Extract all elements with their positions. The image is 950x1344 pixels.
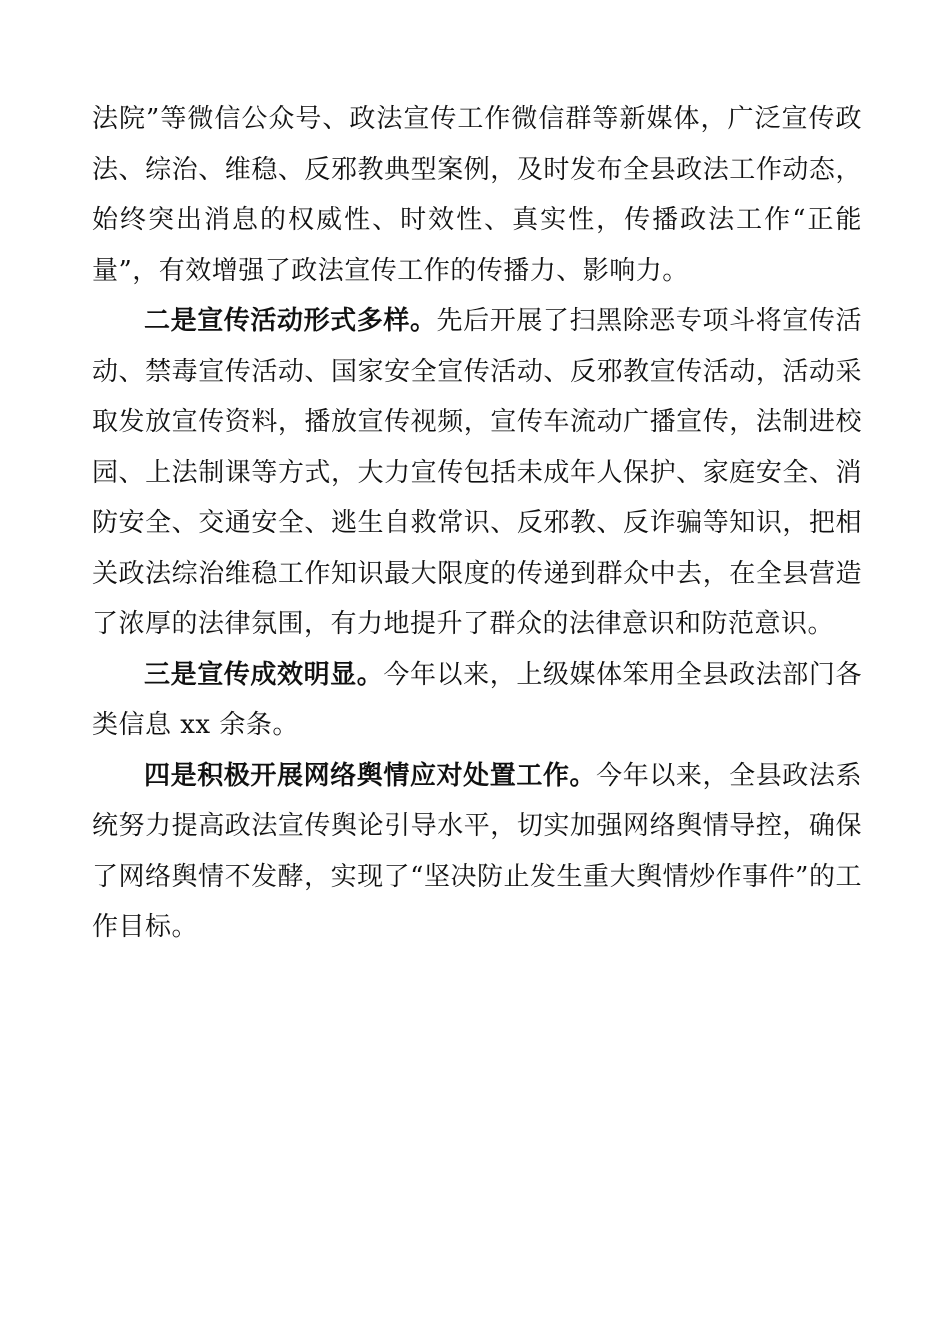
paragraph-publicity-results [92, 650, 862, 751]
paragraph-text: 先后开展了扫黑除恶专项斗将宣传活动、禁毒宣传活动、国家安全宣传活动、反邪教宣传活动，活动采取发放宣传资料，播放宣传视频，宣传车流动广播宣传，法制进校园、上法制课等方式，大力宣传包括未成年人保护、家庭安全、消防安全、交通安全、逃生自救常识、反邪教、反诈骗等知识，把相关政法综治维稳工作知识最大限度的传递到群众中去，在全县营造了浓厚的法律氛围，有力地提升了群众的法律意识和防范意识。 [92, 306, 862, 639]
paragraph-publicity-activities [92, 296, 862, 650]
paragraph-lead: 四是积极开展网络舆情应对处置工作。 [144, 760, 597, 791]
paragraph-lead: 二是宣传活动形式多样。 [144, 306, 437, 336]
paragraph-continuation [92, 94, 862, 296]
paragraph-text: 法院”等微信公众号、政法宣传工作微信群等新媒体，广泛宣传政法、综治、维稳、反邪教典型案例，及时发布全县政法工作动态，始终突出消息的权威性、时效性、真实性，传播政法工作“正能量”，有效增强了政法宣传工作的传播力、影响力。 [92, 104, 862, 286]
document-body [92, 94, 862, 953]
paragraph-text: 今年以来，全县政法系统努力提高政法宣传舆论引导水平，切实加强网络舆情导控，确保了网络舆情不发酵，实现了“坚决防止发生重大舆情炒作事件”的工作目标。 [92, 760, 862, 942]
paragraph-lead: 三是宣传成效明显。 [144, 659, 384, 690]
paragraph-public-opinion [92, 751, 862, 953]
paragraph-text: 今年以来，上级媒体笨用全县政法部门各类信息 xx 余条。 [92, 659, 862, 740]
